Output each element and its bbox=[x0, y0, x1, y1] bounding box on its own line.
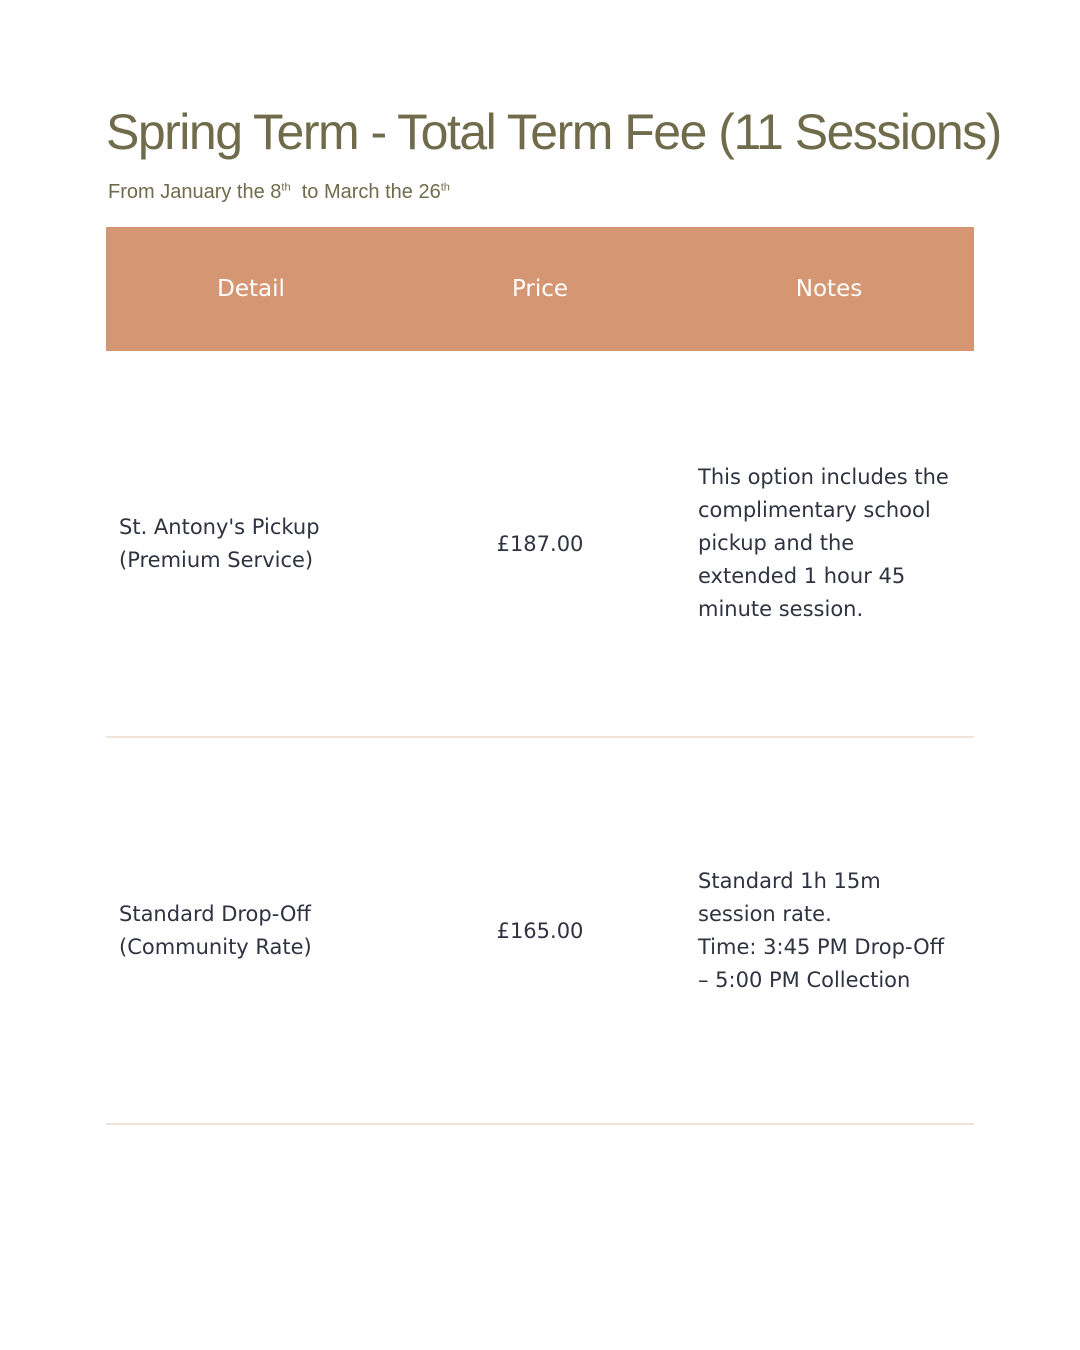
detail-cell bbox=[106, 898, 396, 964]
notes-line: extended 1 hour 45 bbox=[698, 564, 906, 588]
detail-line: (Community Rate) bbox=[119, 934, 312, 959]
ordinal-suffix: th bbox=[281, 181, 291, 194]
column-header-detail: Detail bbox=[217, 276, 285, 302]
pricing-table bbox=[106, 227, 974, 1125]
notes-line: session rate. bbox=[698, 901, 832, 926]
notes-line: minute session. bbox=[698, 597, 864, 621]
notes-line: Time: 3:45 PM Drop-Off bbox=[698, 934, 945, 959]
detail-cell bbox=[106, 511, 396, 577]
notes-line: This option includes the bbox=[698, 465, 949, 489]
detail-line: St. Antony's Pickup bbox=[119, 514, 320, 539]
notes-line: Standard 1h 15m bbox=[698, 868, 881, 893]
notes-cell bbox=[684, 865, 974, 997]
table-row bbox=[106, 351, 974, 738]
table-row bbox=[106, 738, 974, 1125]
date-range-end: to March the 26 bbox=[290, 181, 441, 203]
price-cell: £187.00 bbox=[496, 531, 584, 556]
detail-line: (Premium Service) bbox=[119, 547, 314, 572]
notes-line: pickup and the bbox=[698, 531, 855, 555]
price-cell: £165.00 bbox=[496, 918, 584, 943]
notes-cell bbox=[684, 461, 974, 626]
page-title: Spring Term - Total Term Fee (11 Sessions) bbox=[106, 104, 1001, 160]
column-header-price: Price bbox=[511, 276, 569, 302]
detail-line: Standard Drop-Off bbox=[119, 901, 311, 926]
date-range-start: From January the 8 bbox=[108, 181, 282, 203]
date-range-subtitle bbox=[108, 180, 450, 204]
notes-line: complimentary school bbox=[698, 498, 931, 522]
notes-line: – 5:00 PM Collection bbox=[698, 967, 911, 992]
table-header bbox=[106, 227, 974, 351]
ordinal-suffix: th bbox=[440, 181, 450, 194]
column-header-notes: Notes bbox=[795, 276, 863, 302]
